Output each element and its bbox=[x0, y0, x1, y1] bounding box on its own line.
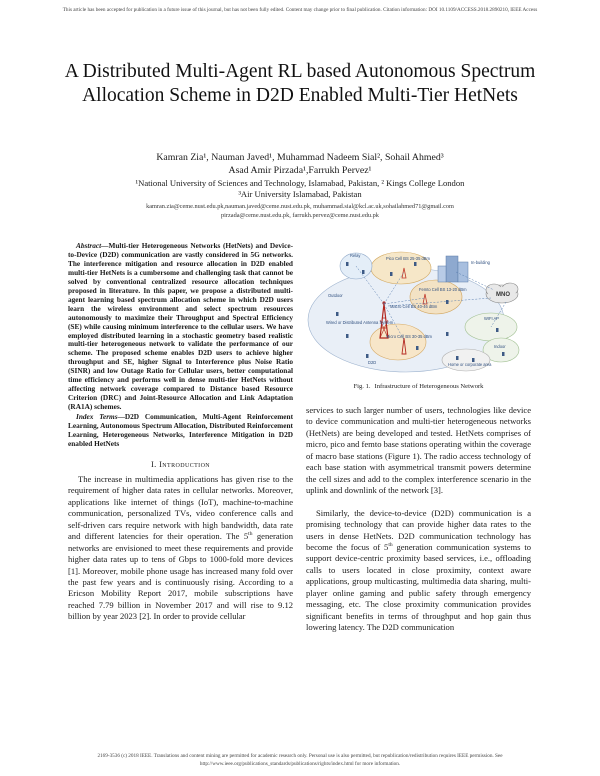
affiliation-line-1: ¹National University of Sciences and Technology, Islamabad, Pakistan, ² Kings College London bbox=[135, 178, 465, 188]
right-text-b: generation communication systems to support device-centric proximity based services, i.e., offloading calls to users located in close proximity, context aware applications, group multicasting, multimedia data sharing, multi-player online gaming and public safety through emergency messaging, etc. The close proximity communication provides significant benefits in terms of throughput and hop gain thus lowering latency. The D2D communication bbox=[306, 541, 531, 633]
abstract bbox=[68, 242, 293, 412]
footer-line-2: http://www.ieee.org/publications_standards/publications/rights/index.html for more information. bbox=[199, 761, 401, 767]
left-column bbox=[68, 242, 293, 623]
label-macro-cell: Macro Cell BS 40-46 dBm bbox=[390, 304, 438, 309]
label-femto-cell: Femto Cell BS 13-20 dBm bbox=[419, 287, 467, 292]
emails-line-2: pirzada@ceme.nust.edu.pk, farrukh.pervez@ceme.nust.edu.pk bbox=[221, 212, 379, 219]
affiliations bbox=[40, 178, 560, 200]
label-d2d: D2D bbox=[368, 360, 377, 365]
index-terms-text: —D2D Communication, Multi-Agent Reinforcement Learning, Autonomous Spectrum Allocation, Distributed Reinforcement Learning, Heterogeneous Networks, Interference Mitigation in D2D enabled HetNets bbox=[68, 412, 293, 448]
right-superscript: th bbox=[388, 542, 393, 549]
intro-paragraph bbox=[68, 474, 293, 623]
index-terms-label: Index Terms bbox=[76, 412, 118, 422]
right-paragraph-2 bbox=[306, 508, 531, 634]
label-pico-cell: Pico Cell BS 25-35 dBm bbox=[386, 256, 430, 261]
authors-line-2: Asad Amir Pirzada¹,Farrukh Pervez¹ bbox=[228, 165, 372, 176]
intro-superscript: th bbox=[248, 531, 253, 538]
right-text-a: Similarly, the device-to-device (D2D) communication is a promising technology that can provide higher data rates to the users in dense HetNets. D2D communication technology has become the focus of 5 bbox=[306, 507, 531, 552]
author-list bbox=[40, 151, 560, 177]
figure-caption-label: Fig. 1. bbox=[353, 383, 371, 390]
abstract-label: Abstract bbox=[76, 241, 102, 250]
affiliation-line-2: ³Air University Islamabad, Pakistan bbox=[238, 189, 362, 199]
emails-line-1: kamran.zia@ceme.nust.edu.pk,nauman.javed@ceme.nust.edu.pk, muhammad.sial@kcl.ac.uk,sohailahmed71@gmail.com bbox=[146, 203, 454, 210]
right-paragraph-1: services to such larger number of users, technologies like device to device communication and multi-tier heterogeneous networks (HetNets) are being developed and tested. HetNets comprises of micro, pico and femto base stations operating within the coverage of macro base stations (Figure 1). The radio access technology of each base station with asymmetrical transmit powers determine the cell sizes and add to the complex interference scenario in the uplink and downlink of the network [3]. bbox=[306, 405, 531, 496]
abstract-text: —Multi-tier Heterogeneous Networks (HetNets) and Device-to-Device (D2D) communication are vastly considered in 5G networks. The interference mitigation and resource allocation in D2D enabled multi-tier HetNets is a cumbersome and challenging task that cannot be solved by conventional centralized resource allocation techniques proposed in literature. In this paper, we propose a distributed multi-agent learning based spectrum allocation scheme in which D2D users learn the wireless environment and select spectrum resources autonomously to maximize their Throughput and Spectral Efficiency (SE) while causing minimum interference to the cellular users. We have employed distributed learning in a stochastic geometry based realistic multi-tier heterogeneous network to validate the performance of our scheme. The proposed scheme enables D2D users to achieve higher throughput and SE, higher Signal to Interference plus Noise Ratio (SINR) and low Outage Ratio for Cellular users, better computational time efficiency and performs well in dense multi-tier HetNets without affecting network coverage compared to Distance based Resource Criterion (DRC) and Joint-Resource Allocation and Link Adaptation (RA1A) schemes. bbox=[68, 241, 293, 412]
figure-caption-text: Infrastructure of Heterogeneous Network bbox=[374, 383, 484, 390]
section-heading-introduction: I. Introduction bbox=[150, 459, 211, 469]
hetnet-diagram bbox=[306, 242, 534, 377]
paper-title: A Distributed Multi-Agent RL based Autonomous Spectrum Allocation Scheme in D2D Enabled Multi-Tier HetNets bbox=[64, 61, 536, 106]
label-relay: Relay bbox=[350, 253, 361, 258]
right-column bbox=[306, 242, 531, 634]
journal-header-note: This article has been accepted for publication in a future issue of this journal, but has not been fully edited. Content may change prior to final publication. Citation information: DOI 10.1109/ACCESS.2018.2890210, IEEE Access bbox=[62, 7, 538, 13]
label-home-corporate: Home or corporate area bbox=[448, 362, 492, 367]
figure-caption bbox=[306, 383, 531, 390]
authors-line-1: Kamran Zia¹, Nauman Javed¹, Muhammad Nadeem Sial², Sohail Ahmed³ bbox=[156, 152, 444, 163]
intro-text-a: The increase in multimedia applications has given rise to the requirement of higher data rates in cellular networks. Moreover, applications like internet of things (IoT), machine-to-machine communication, personalized TVs, video conference calls and self-driven cars require network with high bandwidth, data rate and different latencies for their operation. The 5 bbox=[68, 473, 293, 542]
intro-text-b: generation networks are envisioned to meet these requirements and provide higher data rates up to tens of Gbps to 1000-fold more devices [1]. Moreover, mobile phone usage has increased many fold over the past few years and is continuously rising. According to a Ericson Mobility Report 2017, mobile subscriptions have reached 7.79 billion in November 2017 and will rise to 9.12 billion by year 2023 [2]. In order to provide cellular bbox=[68, 531, 293, 622]
hetnet-figure bbox=[306, 242, 534, 377]
label-mno: MNO bbox=[496, 292, 510, 298]
index-terms bbox=[68, 413, 293, 449]
author-emails bbox=[40, 202, 560, 220]
footer-line-1: 2169-3536 (c) 2018 IEEE. Translations and content mining are permitted for academic research only. Personal use is also permitted, but republication/redistribution requires IEEE permission. See bbox=[97, 753, 503, 759]
label-outdoor: Outdoor bbox=[328, 293, 343, 298]
label-in-building: In-building bbox=[471, 260, 490, 265]
label-indoor: Indoor bbox=[494, 344, 506, 349]
label-micro-cell: Micro Cell BS 30-35 dBm bbox=[386, 334, 432, 339]
copyright-footer bbox=[0, 752, 600, 768]
building-icon bbox=[438, 256, 468, 282]
label-wired-distributed: Wired or Distributed Antenna System bbox=[326, 320, 394, 325]
home-corporate-area bbox=[442, 349, 490, 371]
label-wifi-ap: WIFI AP bbox=[484, 316, 500, 321]
